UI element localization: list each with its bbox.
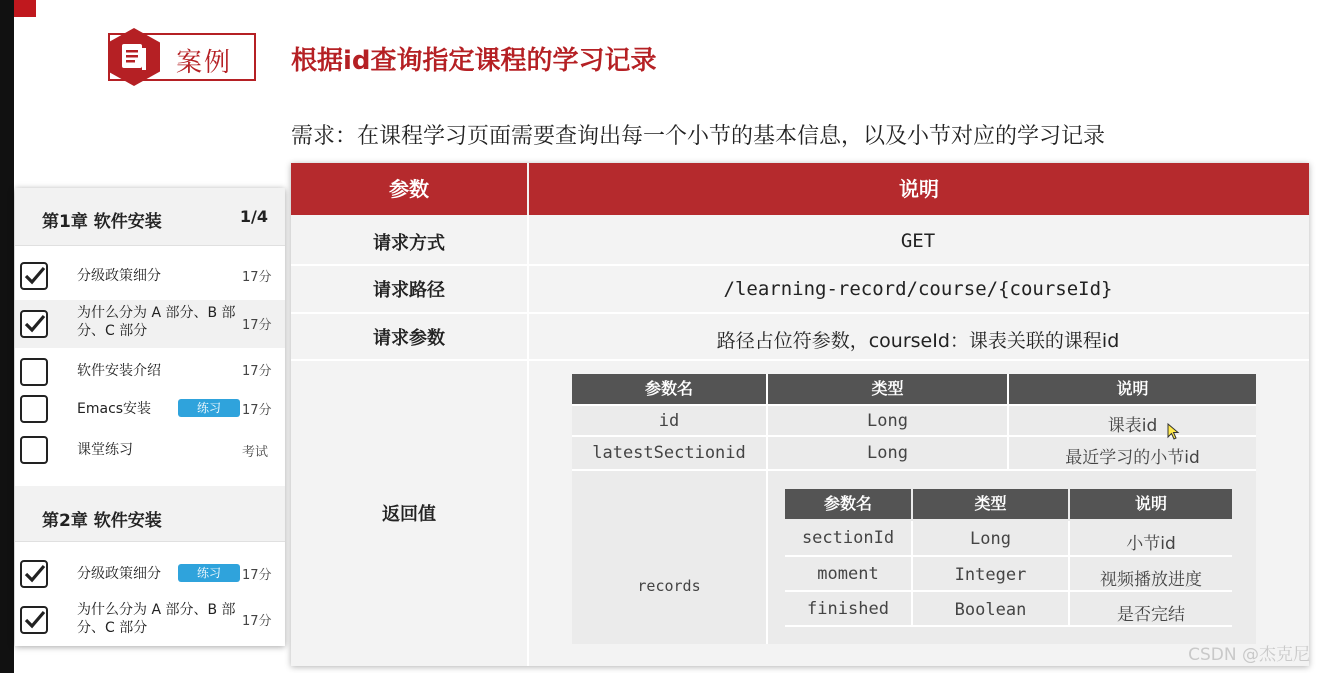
checkbox-checked[interactable] — [20, 310, 48, 338]
return-header-desc: 说明 — [1009, 374, 1256, 404]
lesson-duration: 17分 — [242, 403, 272, 418]
checkbox-unchecked[interactable] — [20, 358, 48, 386]
records-header-type: 类型 — [913, 489, 1068, 519]
records-cell-desc: 视频播放进度 — [1100, 570, 1202, 590]
return-header-name: 参数名 — [572, 374, 766, 404]
chapter-title: 第1章 软件安装 — [42, 212, 162, 232]
chapter-title: 第2章 软件安装 — [42, 511, 162, 531]
lesson-duration: 17分 — [242, 614, 272, 629]
records-cell-type: Integer — [954, 565, 1027, 585]
checkbox-checked[interactable] — [20, 262, 48, 290]
course-outline-panel — [15, 188, 285, 646]
return-cell-type: Long — [867, 411, 908, 431]
records-header-name: 参数名 — [785, 489, 911, 519]
chapter-2-header[interactable] — [15, 486, 285, 542]
row-value-path: /learning-record/course/{courseId} — [723, 278, 1113, 300]
return-cell-desc: 课表id — [1107, 416, 1158, 436]
badge-label: 案例 — [176, 48, 233, 78]
lesson-duration: 17分 — [242, 318, 272, 333]
chapter-1-header[interactable] — [15, 188, 285, 246]
lesson-name: 软件安装介绍 — [77, 363, 161, 379]
checkbox-checked[interactable] — [20, 560, 48, 588]
mouse-cursor-icon — [1167, 423, 1181, 441]
practice-tag: 练习 — [178, 564, 240, 582]
column-header-desc: 说明 — [529, 163, 1309, 215]
row-label-path: 请求路径 — [373, 280, 445, 301]
lesson-duration: 17分 — [242, 364, 272, 379]
records-cell-name: moment — [817, 564, 879, 584]
checkmark-icon — [22, 562, 46, 586]
checkmark-icon — [22, 264, 46, 288]
records-header-desc: 说明 — [1070, 489, 1232, 519]
lesson-duration: 17分 — [242, 270, 272, 285]
records-cell-type: Long — [970, 529, 1011, 549]
return-cell-name: latestSectionid — [592, 443, 746, 463]
checkmark-icon — [22, 608, 46, 632]
return-header-type: 类型 — [768, 374, 1007, 404]
records-cell-desc: 小节id — [1126, 534, 1176, 554]
api-spec-table — [291, 163, 1309, 666]
return-cell-desc: 最近学习的小节id — [1065, 448, 1200, 468]
records-cell-name: finished — [807, 599, 889, 619]
left-edge-bar — [0, 0, 14, 673]
row-value-method: GET — [900, 230, 936, 252]
page-title: 根据id查询指定课程的学习记录 — [291, 46, 657, 76]
lesson-item[interactable] — [15, 300, 285, 348]
row-label-return: 返回值 — [382, 504, 436, 525]
return-cell-name: id — [658, 411, 680, 431]
checkmark-icon — [22, 312, 46, 336]
lesson-duration: 考试 — [242, 445, 269, 460]
lesson-item[interactable] — [15, 354, 285, 388]
lesson-name: 为什么分为 A 部分、B 部分、C 部分 — [77, 602, 236, 636]
lesson-item[interactable] — [15, 393, 285, 427]
lesson-name: 分级政策细分 — [77, 268, 161, 284]
records-cell-desc: 是否完结 — [1117, 605, 1185, 625]
checkbox-unchecked[interactable] — [20, 436, 48, 464]
practice-tag: 练习 — [178, 399, 240, 417]
chapter-progress: 1/4 — [239, 207, 268, 226]
case-badge — [108, 33, 256, 81]
records-cell-type: Boolean — [954, 600, 1027, 620]
records-cell-name: sectionId — [801, 528, 895, 548]
requirement-text: 需求：在课程学习页面需要查询出每一个小节的基本信息，以及小节对应的学习记录 — [291, 124, 1106, 149]
lesson-item[interactable] — [15, 558, 285, 592]
column-header-param: 参数 — [291, 163, 527, 215]
row-value-params: 路径占位符参数，courseId：课表关联的课程id — [716, 330, 1120, 352]
watermark: CSDN @杰克尼 — [1188, 645, 1310, 665]
lesson-name: 课堂练习 — [77, 442, 133, 458]
checkbox-unchecked[interactable] — [20, 395, 48, 423]
lesson-name: 为什么分为 A 部分、B 部分、C 部分 — [77, 305, 236, 339]
row-label-method: 请求方式 — [373, 233, 445, 254]
lesson-item[interactable] — [15, 598, 285, 644]
lesson-name: 分级政策细分 — [77, 566, 161, 582]
return-cell-type: Long — [867, 443, 908, 463]
lesson-item[interactable] — [15, 260, 285, 294]
document-icon — [108, 28, 160, 86]
red-corner-mark — [14, 0, 36, 17]
return-cell-name: records — [637, 577, 701, 595]
lesson-item[interactable] — [15, 434, 285, 468]
lesson-duration: 17分 — [242, 568, 272, 583]
row-label-params: 请求参数 — [373, 328, 445, 349]
lesson-name: Emacs安装 — [77, 401, 152, 417]
checkbox-checked[interactable] — [20, 606, 48, 634]
